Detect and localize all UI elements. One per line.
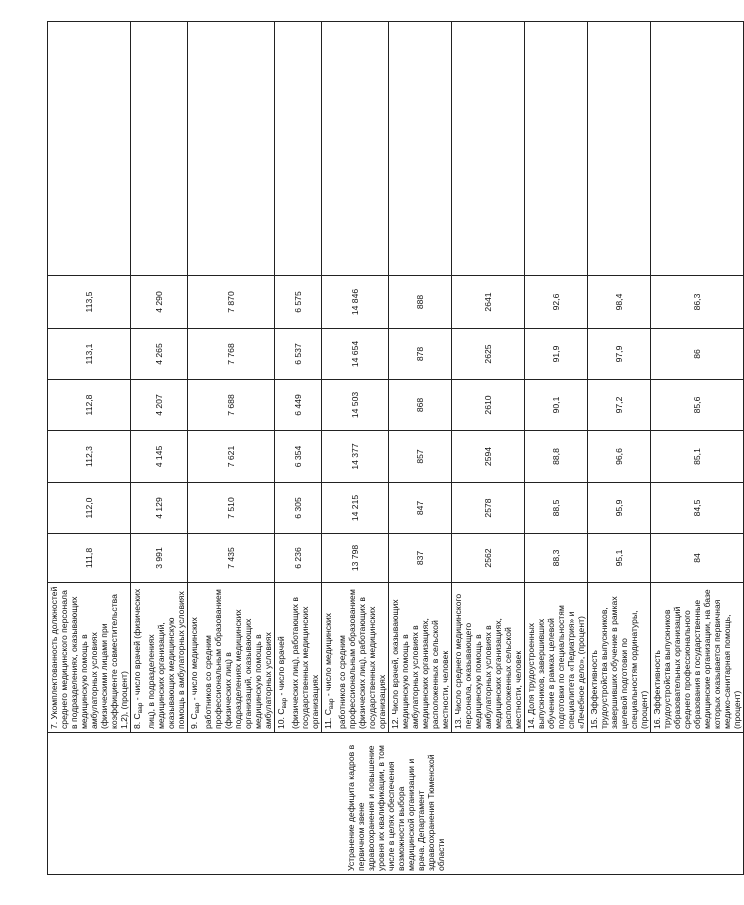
value-cell: 878 (389, 329, 452, 380)
table-row (48, 22, 131, 875)
empty-cell (651, 22, 744, 276)
value-cell: 86 (651, 329, 744, 380)
indicators-table (47, 21, 744, 875)
empty-cell (525, 22, 588, 276)
value-cell: 4 265 (131, 329, 188, 380)
indicator-subscript: вар (137, 702, 144, 714)
value-cell: 2641 (452, 276, 525, 329)
value-cell: 7 510 (188, 483, 275, 534)
value-cell: 85,6 (651, 380, 744, 431)
value-cell: 96,6 (588, 431, 651, 483)
value-cell: 2594 (452, 431, 525, 483)
value-cell: 84,5 (651, 483, 744, 534)
value-cell: 2625 (452, 329, 525, 380)
value-cell: 2562 (452, 534, 525, 583)
value-cell: 6 449 (275, 380, 322, 431)
indicator-subscript: вар (194, 702, 201, 714)
value-cell: 97,2 (588, 380, 651, 431)
value-cell: 14 846 (322, 276, 389, 329)
value-cell: 88,8 (525, 431, 588, 483)
value-cell: 7 768 (188, 329, 275, 380)
value-cell: 6 537 (275, 329, 322, 380)
value-cell: 6 236 (275, 534, 322, 583)
indicator-cell: 16. Эффективность трудоустройства выпускников образовательных организаций среднего профессионального образования в государственные медицинские организации, на базе которых оказывается первичная медико-санитарная помощь, (процент) (651, 583, 744, 733)
indicator-subscript: вар (281, 697, 288, 709)
value-cell: 14 654 (322, 329, 389, 380)
value-cell: 14 503 (322, 380, 389, 431)
value-cell: 112,8 (48, 380, 131, 431)
indicator-text: - число медицинских работников со средним профессиональным образованием (физических лиц) в подразделениях медицинских организаций, оказывающих медицинскую помощь в амбулаторных условиях (189, 589, 273, 729)
value-cell: 857 (389, 431, 452, 483)
indicator-cell: 15. Эффективность трудоустройства выпускников, завершивших обучение в рамках целевой подготовки по специальностям ординатуры,(процент) (588, 583, 651, 733)
value-cell: 4 145 (131, 431, 188, 483)
indicator-text: - число врачей (физических лиц), работающих в государственных медицинских организациях (276, 597, 320, 729)
value-cell: 2610 (452, 380, 525, 431)
value-cell: 2578 (452, 483, 525, 534)
value-cell: 7 621 (188, 431, 275, 483)
value-cell: 84 (651, 534, 744, 583)
value-cell: 88,5 (525, 483, 588, 534)
indicator-cell: 12. Число врачей, оказывающих медицинскую помощь в амбулаторных условиях в медицинских организациях, расположенных в сельской местности, человек (389, 583, 452, 733)
value-cell: 6 354 (275, 431, 322, 483)
value-cell: 847 (389, 483, 452, 534)
value-cell: 98,4 (588, 276, 651, 329)
value-cell: 113,1 (48, 329, 131, 380)
value-cell: 14 377 (322, 431, 389, 483)
value-cell: 90,1 (525, 380, 588, 431)
value-cell: 95,9 (588, 483, 651, 534)
value-cell: 6 575 (275, 276, 322, 329)
value-cell: 7 688 (188, 380, 275, 431)
indicator-cell: 13. Число среднего медицинского персонала, оказывающего медицинскую помощь в амбулаторных условиях в медицинских организациях, расположенных сельской местности, человек (452, 583, 525, 733)
value-cell: 14 215 (322, 483, 389, 534)
indicator-text: - число медицинских работников со средним профессиональным образованием (физических лиц), работающих в государственных медицинских организациях (323, 589, 387, 729)
indicator-cell: 7. Укомплектованность должностей среднего медицинского персонала в подразделениях, оказывающих медицинскую помощь в амбулаторных условиях (физическими лицами при коэффициенте совместительства 1,2), (процент) (48, 583, 131, 733)
empty-cell (452, 22, 525, 276)
indicator-cell (322, 583, 389, 733)
value-cell: 111,8 (48, 534, 131, 583)
indicator-cell (188, 583, 275, 733)
empty-cell (389, 22, 452, 276)
value-cell: 6 305 (275, 483, 322, 534)
indicator-cell: 14. Доля трудоустроенных выпускников, завершивших обучение в рамках целевой подготовки по специальностям специалитета «Педиатрия» и «Лечебное дело», (процент) (525, 583, 588, 733)
value-cell: 888 (389, 276, 452, 329)
value-cell: 97,9 (588, 329, 651, 380)
indicator-prefix: 11. С (323, 709, 333, 729)
value-cell: 88,3 (525, 534, 588, 583)
indicator-cell (275, 583, 322, 733)
indicator-prefix: 8. С (132, 713, 142, 729)
value-cell: 7 870 (188, 276, 275, 329)
empty-cell (275, 22, 322, 276)
empty-cell (322, 22, 389, 276)
value-cell: 112,0 (48, 483, 131, 534)
indicator-text: - число врачей (физических лиц), в подразделениях медицинских организаций, оказывающих медицинскую помощь в амбулаторных условиях (132, 588, 186, 729)
empty-cell (188, 22, 275, 276)
empty-cell (131, 22, 188, 276)
indicator-subscript: вар (328, 698, 335, 710)
value-cell: 4 290 (131, 276, 188, 329)
value-cell: 113,5 (48, 276, 131, 329)
value-cell: 85,1 (651, 431, 744, 483)
value-cell: 91,9 (525, 329, 588, 380)
indicator-prefix: 10. С (276, 708, 286, 729)
value-cell: 868 (389, 380, 452, 431)
empty-cell (588, 22, 651, 276)
value-cell: 7 435 (188, 534, 275, 583)
value-cell: 837 (389, 534, 452, 583)
indicator-cell (131, 583, 188, 733)
value-cell: 3 991 (131, 534, 188, 583)
empty-cell (48, 22, 131, 276)
value-cell: 4 207 (131, 380, 188, 431)
value-cell: 86,3 (651, 276, 744, 329)
value-cell: 112,3 (48, 431, 131, 483)
value-cell: 95,1 (588, 534, 651, 583)
indicator-prefix: 9. С (189, 713, 199, 729)
value-cell: 4 129 (131, 483, 188, 534)
task-cell: Устранение дефицита кадров в первичном звене здравоохранения и повышение уровня их квалификации, в том числе в целях обеспечения возможности выбора медицинской организации и врача. Департамент здравоохранения Тюменской области (48, 733, 744, 875)
value-cell: 92,6 (525, 276, 588, 329)
value-cell: 13 798 (322, 534, 389, 583)
